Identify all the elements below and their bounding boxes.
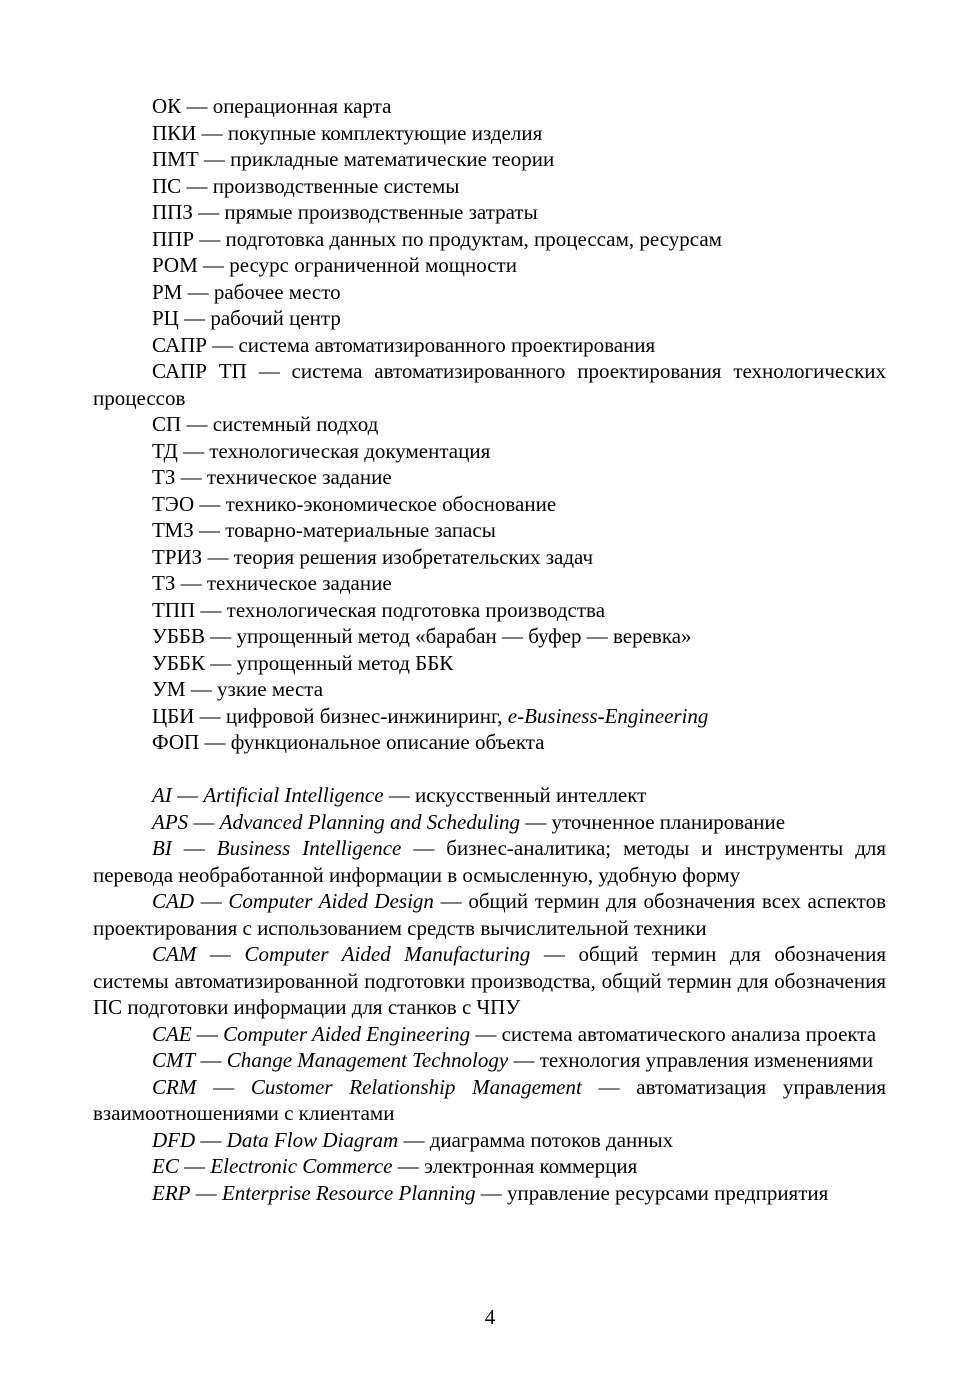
abbr-extra: e-Business-Engineering bbox=[507, 703, 709, 728]
abbr-term: CAM bbox=[152, 942, 197, 966]
abbr-full: Enterprise Resource Planning bbox=[221, 1180, 476, 1205]
abbr-full: Computer Aided Design bbox=[228, 889, 434, 913]
abbr-term: ТД bbox=[152, 438, 178, 463]
abbr-term: САПР ТП bbox=[152, 359, 247, 383]
abbreviation-list-en bbox=[93, 782, 886, 1206]
abbr-desc: управление ресурсами предприятия bbox=[507, 1180, 829, 1205]
abbr-term: УББВ bbox=[152, 624, 205, 648]
abbr-full: Artificial Intelligence bbox=[203, 783, 384, 807]
abbr-full: Change Management Technology bbox=[226, 1048, 509, 1072]
abbr-desc: функциональное описание объекта bbox=[230, 730, 545, 754]
abbr-term: РМ bbox=[152, 279, 183, 304]
abbr-desc: технологическая подготовка производства bbox=[226, 597, 606, 622]
abbr-desc: операционная карта bbox=[212, 94, 392, 118]
abbr-desc: технико-экономическое обоснование bbox=[225, 491, 557, 516]
abbr-full: Computer Aided Manufacturing bbox=[244, 942, 531, 966]
page-number: 4 bbox=[484, 1305, 496, 1329]
abbr-desc: диаграмма потоков данных bbox=[429, 1127, 674, 1152]
abbr-entry: ППЗ — прямые производственные затраты bbox=[152, 200, 538, 224]
abbr-entry: ПМТ — прикладные математические теории bbox=[152, 147, 555, 171]
abbr-entry: AI — Artificial Intelligence — искусственный интеллект bbox=[152, 783, 647, 807]
abbr-desc: рабочий центр bbox=[210, 306, 341, 330]
abbr-entry: ТЗ — техническое задание bbox=[152, 465, 392, 489]
abbr-desc: товарно-материальные запасы bbox=[225, 518, 496, 542]
abbr-entry: ТЗ — техническое задание bbox=[152, 571, 392, 595]
abbr-desc: бизнес-аналитика; методы и инструменты для перевода необработанной информации в осмысленную, удобную форму bbox=[93, 836, 887, 887]
abbr-entry: ОК — операционная карта bbox=[152, 94, 392, 118]
abbr-full: Business Intelligence bbox=[216, 836, 402, 860]
abbr-entry: EC — Electronic Commerce — электронная коммерция bbox=[152, 1154, 638, 1178]
abbr-desc: технологическая документация bbox=[209, 438, 491, 463]
abbr-desc: подготовка данных по продуктам, процессам, ресурсам bbox=[225, 226, 722, 251]
abbr-desc: прямые производственные затраты bbox=[224, 200, 538, 224]
abbr-entry: САПР — система автоматизированного проектирования bbox=[152, 332, 656, 357]
abbr-desc: общий термин для обозначения всех аспектов проектирования с использованием средств вычислительной техники bbox=[93, 889, 886, 940]
abbr-desc: упрощенный метод ББК bbox=[236, 650, 454, 675]
abbr-term: CAE bbox=[152, 1021, 192, 1046]
abbr-desc: узкие места bbox=[217, 677, 324, 701]
abbr-desc: уточненное планирование bbox=[551, 809, 786, 834]
abbr-entry: РЦ — рабочий центр bbox=[152, 306, 341, 330]
abbr-entry: УМ — узкие места bbox=[152, 677, 324, 701]
abbr-full: Electronic Commerce bbox=[210, 1154, 393, 1178]
abbr-entry: APS — Advanced Planning and Scheduling — уточненное планирование bbox=[152, 809, 786, 834]
abbr-full: Advanced Planning and Scheduling bbox=[219, 809, 521, 834]
abbr-entry: ERP — Enterprise Resource Planning — управление ресурсами предприятия bbox=[152, 1180, 829, 1205]
abbr-entry: ТПП — технологическая подготовка производства bbox=[152, 597, 606, 622]
abbr-desc: система автоматизированного проектирования bbox=[238, 332, 656, 357]
abbr-term: EC bbox=[152, 1154, 179, 1178]
abbr-term: РОМ bbox=[152, 253, 198, 277]
abbr-entry: CRM — Customer Relationship Management — автоматизация управления взаимоотношениями с клиентами bbox=[93, 1074, 886, 1125]
abbr-desc: упрощенный метод «барабан — буфер — веревка» bbox=[236, 624, 692, 648]
abbr-term: ТМЗ bbox=[152, 518, 194, 542]
abbr-full: Customer Relationship Management bbox=[250, 1074, 582, 1099]
abbr-desc: автоматизация управления взаимоотношениями с клиентами bbox=[93, 1074, 886, 1125]
abbr-term: УМ bbox=[152, 677, 186, 701]
abbr-desc: электронная коммерция bbox=[423, 1154, 638, 1178]
abbr-desc: цифровой бизнес-инжиниринг, bbox=[225, 703, 503, 728]
abbr-desc: системный подход bbox=[212, 412, 379, 436]
abbr-term: ОК bbox=[152, 94, 182, 118]
abbr-term: ТЭО bbox=[152, 491, 195, 516]
abbr-term: ФОП bbox=[152, 730, 200, 754]
abbr-term: APS bbox=[152, 809, 189, 834]
abbr-desc: техническое задание bbox=[206, 571, 392, 595]
abbr-term: CMT bbox=[152, 1048, 196, 1072]
abbr-entry: УББК — упрощенный метод ББК bbox=[152, 650, 454, 675]
abbr-entry: СП — системный подход bbox=[152, 412, 379, 436]
abbr-desc: общий термин для обозначения системы автоматизированной подготовки производства, общий термин для обозначения ПС подготовки информации для станков с ЧПУ bbox=[93, 942, 887, 1019]
abbr-entry: ТМЗ — товарно-материальные запасы bbox=[152, 518, 496, 542]
abbr-entry: ФОП — функциональное описание объекта bbox=[152, 730, 545, 754]
abbreviation-list-ru bbox=[93, 93, 886, 756]
abbr-entry: УББВ — упрощенный метод «барабан — буфер — веревка» bbox=[152, 624, 692, 648]
abbr-desc: техническое задание bbox=[206, 465, 392, 489]
abbr-term: ТПП bbox=[152, 597, 196, 622]
abbr-entry: РОМ — ресурс ограниченной мощности bbox=[152, 253, 517, 277]
abbr-desc: рабочее место bbox=[213, 279, 341, 304]
abbr-entry: ЦБИ — цифровой бизнес-инжиниринг, e-Business-Engineering bbox=[152, 703, 709, 728]
abbr-entry: ППР — подготовка данных по продуктам, процессам, ресурсам bbox=[152, 226, 722, 251]
abbr-entry: РМ — рабочее место bbox=[152, 279, 341, 304]
abbr-term: ПКИ bbox=[152, 120, 197, 145]
abbr-desc: искусственный интеллект bbox=[415, 783, 647, 807]
abbr-entry: BI — Business Intelligence — бизнес-аналитика; методы и инструменты для перевода необработанной информации в осмысленную, удобную форму bbox=[93, 836, 887, 887]
abbr-term: ППР bbox=[152, 226, 195, 251]
abbr-entry: ПС — производственные системы bbox=[152, 173, 460, 198]
abbr-term: BI bbox=[152, 836, 172, 860]
abbr-term: СП bbox=[152, 412, 182, 436]
abbr-desc: технология управления изменениями bbox=[539, 1048, 874, 1072]
abbr-entry: ТД — технологическая документация bbox=[152, 438, 491, 463]
abbr-entry: ТРИЗ — теория решения изобретательских задач bbox=[152, 544, 594, 569]
abbr-term: ERP bbox=[152, 1180, 191, 1205]
abbr-entry: ПКИ — покупные комплектующие изделия bbox=[152, 120, 543, 145]
abbr-entry: DFD — Data Flow Diagram — диаграмма потоков данных bbox=[152, 1127, 674, 1152]
abbr-entry: САПР ТП — система автоматизированного проектирования технологических процессов bbox=[93, 359, 887, 410]
abbr-term: ПМТ bbox=[152, 147, 199, 171]
abbr-term: ЦБИ bbox=[152, 703, 195, 728]
abbr-entry: CAD — Computer Aided Design — общий термин для обозначения всех аспектов проектирования с использованием средств вычислительной техники bbox=[93, 889, 886, 940]
abbr-desc: ресурс ограниченной мощности bbox=[229, 253, 517, 277]
abbr-term: САПР bbox=[152, 332, 207, 357]
abbr-entry: CAE — Computer Aided Engineering — система автоматического анализа проекта bbox=[152, 1021, 877, 1046]
abbr-term: DFD bbox=[152, 1127, 196, 1152]
abbr-full: Computer Aided Engineering bbox=[223, 1021, 471, 1046]
abbr-term: ТРИЗ bbox=[152, 544, 203, 569]
abbr-entry: CMT — Change Management Technology — технология управления изменениями bbox=[152, 1048, 874, 1072]
abbr-term: ТЗ bbox=[152, 571, 176, 595]
abbr-desc: покупные комплектующие изделия bbox=[227, 120, 543, 145]
abbr-term: ТЗ bbox=[152, 465, 176, 489]
abbr-desc: система автоматизированного проектирования технологических процессов bbox=[93, 359, 887, 410]
abbr-term: CAD bbox=[152, 889, 194, 913]
abbr-desc: теория решения изобретательских задач bbox=[233, 544, 594, 569]
abbr-term: AI bbox=[152, 783, 172, 807]
abbr-entry: CAM — Computer Aided Manufacturing — общий термин для обозначения системы автоматизированной подготовки производства, общий термин для обозначения ПС подготовки информации для станков с ЧПУ bbox=[93, 942, 887, 1019]
abbr-term: ППЗ bbox=[152, 200, 193, 224]
abbr-entry: ТЭО — технико-экономическое обоснование bbox=[152, 491, 557, 516]
abbr-desc: производственные системы bbox=[212, 173, 460, 198]
abbr-full: Data Flow Diagram bbox=[226, 1127, 399, 1152]
abbr-term: УББК bbox=[152, 650, 205, 675]
abbr-desc: система автоматического анализа проекта bbox=[501, 1021, 877, 1046]
abbr-desc: прикладные математические теории bbox=[230, 147, 555, 171]
abbr-term: CRM bbox=[152, 1074, 197, 1099]
abbr-term: РЦ bbox=[152, 306, 179, 330]
abbr-term: ПС bbox=[152, 173, 182, 198]
